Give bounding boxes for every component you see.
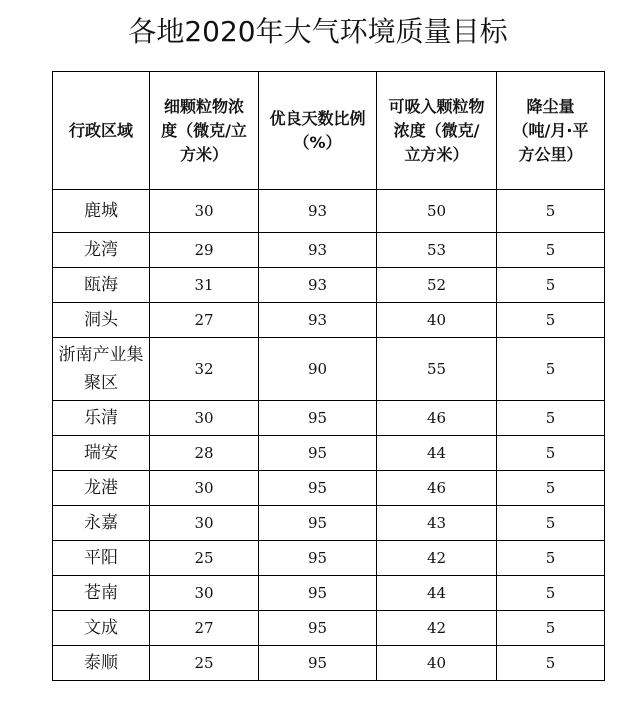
header-pm10-label: 可吸入颗粒物浓度（微克/立方米） bbox=[388, 96, 485, 164]
value-cell: 30 bbox=[150, 401, 259, 436]
value-cell: 95 bbox=[259, 541, 377, 576]
value-cell: 32 bbox=[150, 338, 259, 401]
header-pm25-label: 细颗粒物浓度（微克/立方米） bbox=[161, 96, 247, 164]
table-row bbox=[53, 338, 605, 401]
table-row bbox=[53, 506, 605, 541]
table-row bbox=[53, 303, 605, 338]
region-cell: 平阳 bbox=[53, 541, 150, 576]
value-cell: 5 bbox=[497, 576, 605, 611]
value-cell: 93 bbox=[259, 233, 377, 268]
value-cell: 52 bbox=[377, 268, 497, 303]
value-cell: 30 bbox=[150, 471, 259, 506]
region-cell: 鹿城 bbox=[53, 190, 150, 233]
value-cell: 95 bbox=[259, 611, 377, 646]
value-cell: 5 bbox=[497, 190, 605, 233]
value-cell: 5 bbox=[497, 471, 605, 506]
region-cell: 浙南产业集聚区 bbox=[53, 338, 150, 401]
value-cell: 93 bbox=[259, 190, 377, 233]
value-cell: 93 bbox=[259, 303, 377, 338]
value-cell: 40 bbox=[377, 303, 497, 338]
value-cell: 95 bbox=[259, 436, 377, 471]
header-good-days-label: 优良天数比例（%） bbox=[269, 108, 366, 152]
header-dustfall-label: 降尘量（吨/月·平方公里） bbox=[512, 96, 589, 164]
value-cell: 5 bbox=[497, 541, 605, 576]
value-cell: 95 bbox=[259, 646, 377, 681]
table-row bbox=[53, 436, 605, 471]
table-row bbox=[53, 611, 605, 646]
value-cell: 90 bbox=[259, 338, 377, 401]
region-cell: 泰顺 bbox=[53, 646, 150, 681]
table-row bbox=[53, 268, 605, 303]
air-quality-table bbox=[52, 71, 605, 681]
value-cell: 5 bbox=[497, 338, 605, 401]
value-cell: 27 bbox=[150, 303, 259, 338]
value-cell: 5 bbox=[497, 611, 605, 646]
value-cell: 5 bbox=[497, 506, 605, 541]
value-cell: 53 bbox=[377, 233, 497, 268]
value-cell: 40 bbox=[377, 646, 497, 681]
table-row bbox=[53, 401, 605, 436]
value-cell: 27 bbox=[150, 611, 259, 646]
value-cell: 30 bbox=[150, 576, 259, 611]
region-cell: 苍南 bbox=[53, 576, 150, 611]
value-cell: 25 bbox=[150, 541, 259, 576]
header-pm10 bbox=[377, 72, 497, 190]
header-pm25 bbox=[150, 72, 259, 190]
value-cell: 31 bbox=[150, 268, 259, 303]
value-cell: 5 bbox=[497, 436, 605, 471]
region-cell: 永嘉 bbox=[53, 506, 150, 541]
value-cell: 46 bbox=[377, 401, 497, 436]
value-cell: 93 bbox=[259, 268, 377, 303]
region-cell: 文成 bbox=[53, 611, 150, 646]
value-cell: 5 bbox=[497, 268, 605, 303]
value-cell: 95 bbox=[259, 471, 377, 506]
value-cell: 95 bbox=[259, 506, 377, 541]
value-cell: 44 bbox=[377, 576, 497, 611]
value-cell: 95 bbox=[259, 401, 377, 436]
value-cell: 25 bbox=[150, 646, 259, 681]
header-region bbox=[53, 72, 150, 190]
value-cell: 30 bbox=[150, 190, 259, 233]
value-cell: 5 bbox=[497, 233, 605, 268]
region-cell: 龙港 bbox=[53, 471, 150, 506]
value-cell: 5 bbox=[497, 303, 605, 338]
table-row bbox=[53, 190, 605, 233]
value-cell: 30 bbox=[150, 506, 259, 541]
value-cell: 44 bbox=[377, 436, 497, 471]
region-cell: 瑞安 bbox=[53, 436, 150, 471]
region-cell: 乐清 bbox=[53, 401, 150, 436]
header-dustfall bbox=[497, 72, 605, 190]
value-cell: 5 bbox=[497, 401, 605, 436]
table-row bbox=[53, 471, 605, 506]
table-row bbox=[53, 576, 605, 611]
table-row bbox=[53, 646, 605, 681]
value-cell: 29 bbox=[150, 233, 259, 268]
value-cell: 95 bbox=[259, 576, 377, 611]
region-cell: 洞头 bbox=[53, 303, 150, 338]
value-cell: 5 bbox=[497, 646, 605, 681]
region-cell: 龙湾 bbox=[53, 233, 150, 268]
value-cell: 46 bbox=[377, 471, 497, 506]
value-cell: 42 bbox=[377, 611, 497, 646]
value-cell: 28 bbox=[150, 436, 259, 471]
header-good-days bbox=[259, 72, 377, 190]
table-row bbox=[53, 541, 605, 576]
value-cell: 55 bbox=[377, 338, 497, 401]
table-body bbox=[53, 190, 605, 681]
table-header-row bbox=[53, 72, 605, 190]
page-title: 各地2020年大气环境质量目标 bbox=[128, 15, 508, 48]
value-cell: 42 bbox=[377, 541, 497, 576]
header-region-label: 行政区域 bbox=[68, 120, 133, 140]
value-cell: 43 bbox=[377, 506, 497, 541]
value-cell: 50 bbox=[377, 190, 497, 233]
table-row bbox=[53, 233, 605, 268]
region-cell: 瓯海 bbox=[53, 268, 150, 303]
